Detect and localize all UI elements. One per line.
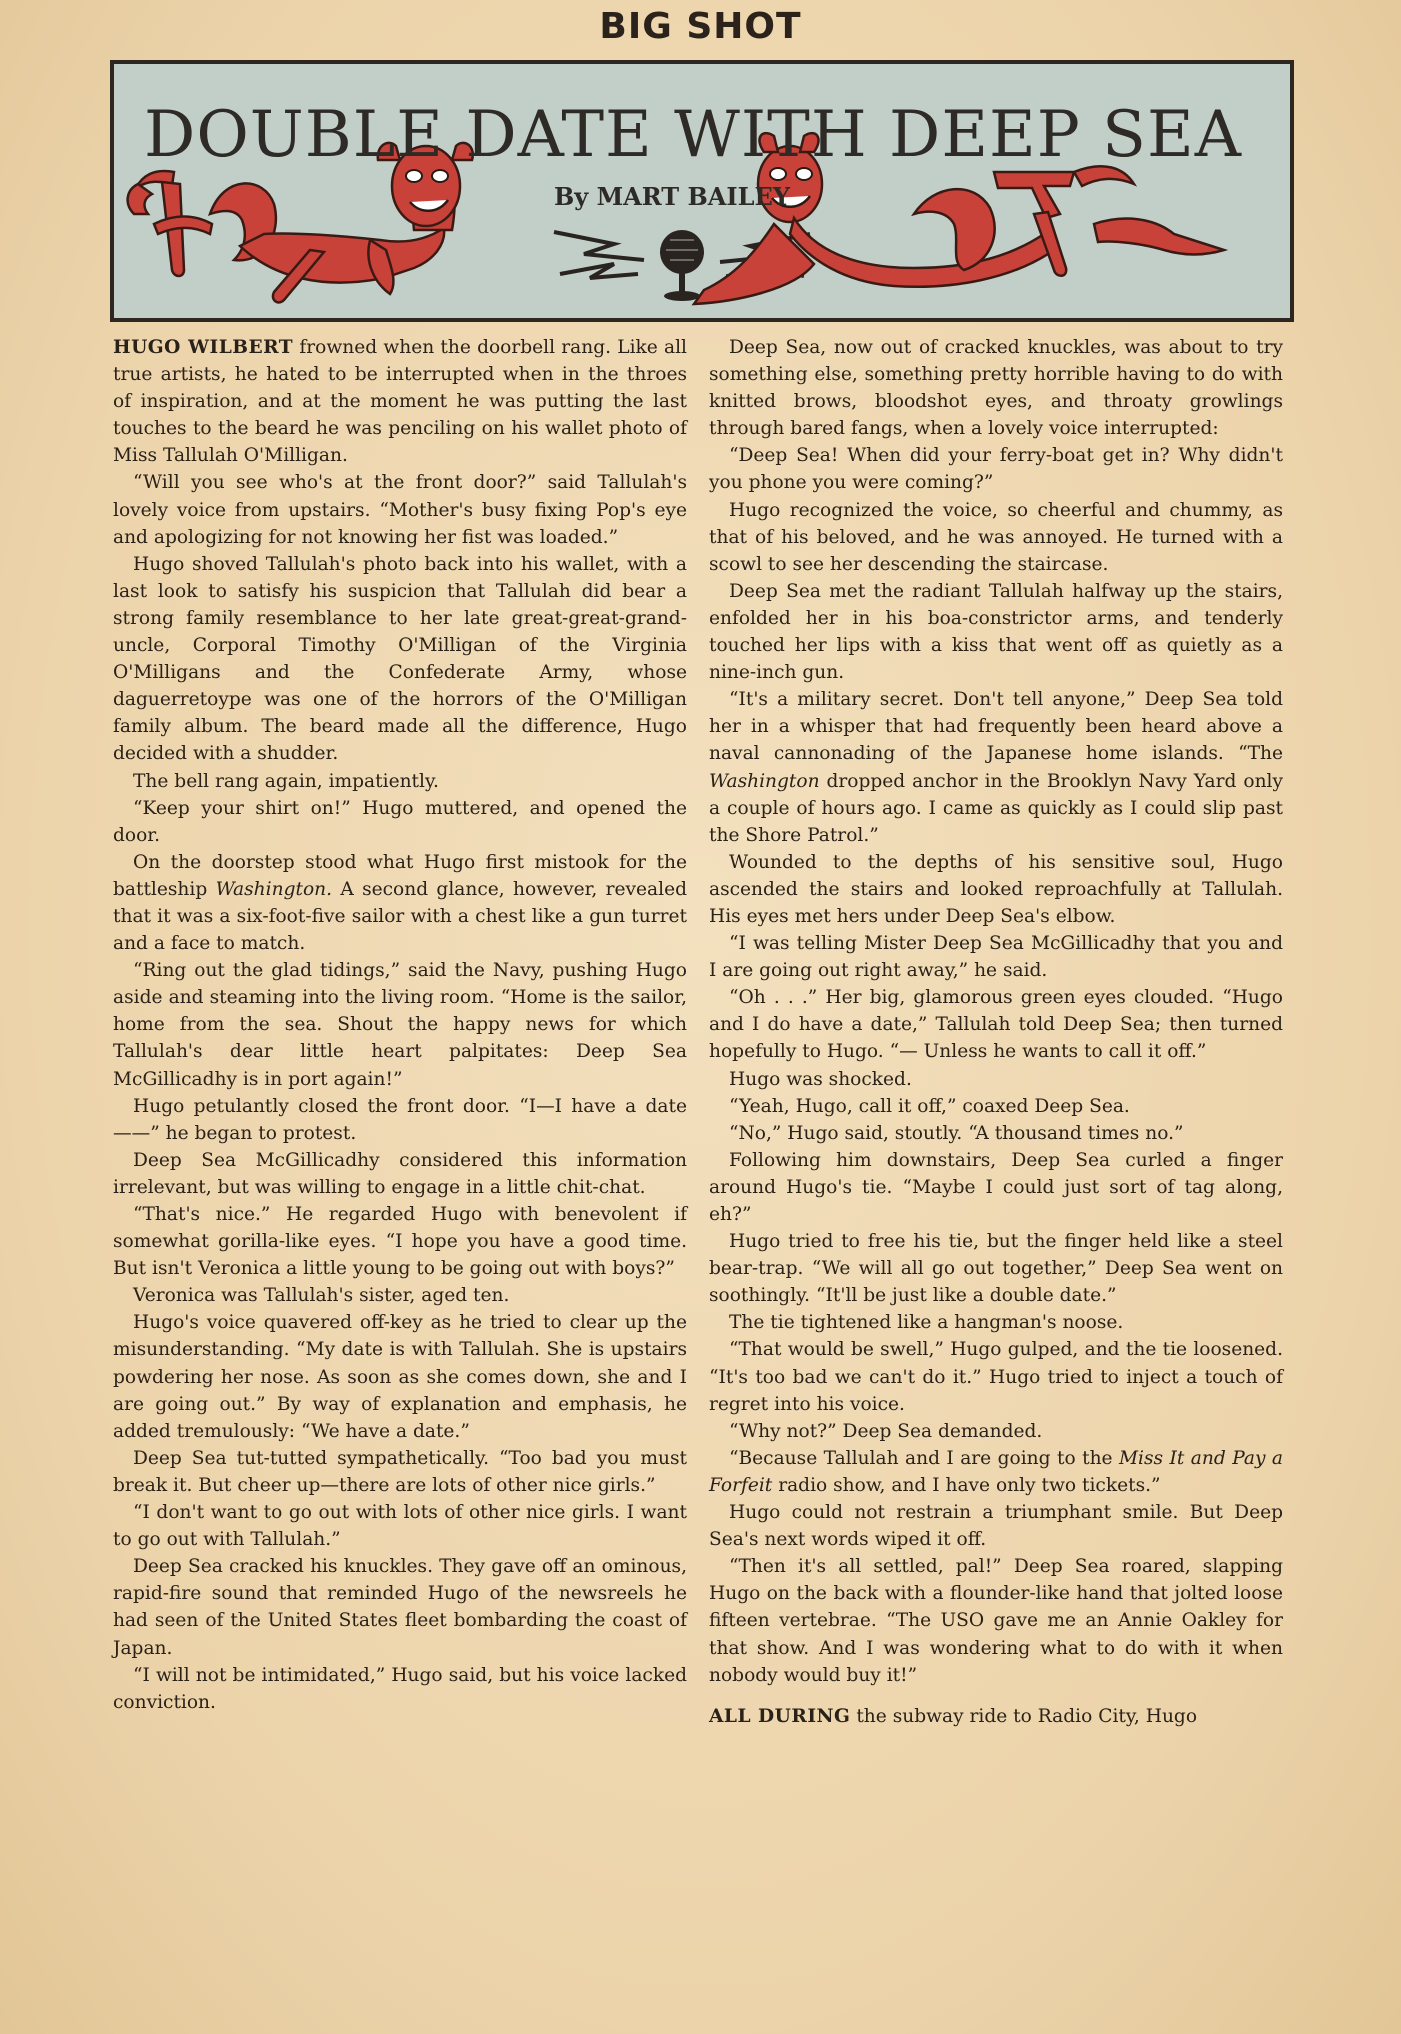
paragraph: “I will not be intimidated,” Hugo said, but his voice lacked conviction. <box>113 1664 687 1713</box>
right-column <box>709 334 1283 1730</box>
paragraph: “Ring out the glad tidings,” said the Navy, pushing Hugo aside and steaming into the living room. “Home is the sailor, home from the sea. Shout the happy news for which Tallulah's dear little heart palpitates: Deep Sea McGillicadhy is in port again!” <box>113 960 687 1090</box>
paragraph: Veronica was Tallulah's sister, aged ten. <box>133 1285 510 1307</box>
paragraph: “I was telling Mister Deep Sea McGillicadhy that you and I are going out right away,” he said. <box>709 933 1283 982</box>
paragraph: Deep Sea cracked his knuckles. They gave off an ominous, rapid-fire sound that reminded Hugo of the newsreels he had seen of the United States fleet bombarding the coast of Japan. <box>113 1556 687 1659</box>
paragraph: Hugo shoved Tallulah's photo back into his wallet, with a last look to satisfy his suspicion that Tallulah did bear a strong family resemblance to her late great-great-grand-uncle, Corporal Timothy O'Milligan of the Virginia O'Milligans and the Confederate Army, whose daguerretoype was one of the horrors of the O'Milligan family album. The beard made all the difference, Hugo decided with a shudder. <box>113 553 687 765</box>
paragraph: “Will you see who's at the front door?” said Tallulah's lovely voice from upstairs. “Mother's busy fixing Pop's eye and apologizing for not knowing her fist was loaded.” <box>113 472 687 548</box>
paragraph-text: frowned when the doorbell rang. Like all true artists, he hated to be interrupted when in the throes of inspiration, and at the moment he was putting the last touches to the beard he was penciling on his wallet photo of Miss Tallulah O'Milligan. <box>113 337 687 467</box>
paragraph: “I don't want to go out with lots of other nice girls. I want to go out with Tallulah.” <box>113 1502 687 1551</box>
paragraph: “Why not?” Deep Sea demanded. <box>729 1420 1043 1442</box>
paragraph-text: On the doorstep stood what Hugo first mistook for the battleship <box>113 851 687 900</box>
story-title: DOUBLE DATE WITH DEEP SEA <box>144 98 1242 172</box>
paragraph: Hugo's voice quavered off-key as he tried to clear up the misunderstanding. “My date is with Tallulah. She is upstairs powdering her nose. As soon as she comes down, she and I are going out.” By way of explanation and emphasis, he added tremulously: “We have a date.” <box>113 1312 687 1442</box>
paragraph: Hugo was shocked. <box>729 1068 912 1090</box>
masthead: BIG SHOT <box>599 6 802 47</box>
paragraph-text: “It's a military secret. Don't tell anyone,” Deep Sea told her in a whisper that had frequently been heard above a naval cannonading of the Japanese home islands. “The <box>709 689 1283 765</box>
paragraph <box>709 1703 1283 1730</box>
paragraph: “Yeah, Hugo, call it off,” coaxed Deep Sea. <box>729 1095 1130 1117</box>
paragraph <box>113 849 687 957</box>
italic-text: Miss It and Pay a Forfeit <box>709 1447 1283 1496</box>
italic-text: Washington <box>709 770 820 792</box>
paragraph-text: A second glance, however, revealed that it was a six-foot-five sailor with a chest like a gun turret and a face to match. <box>113 878 687 955</box>
paragraph-lead: ALL DURING <box>709 1705 851 1727</box>
paragraph: Deep Sea met the radiant Tallulah halfway up the stairs, enfolded her in his boa-constrictor arms, and tenderly touched her lips with a kiss that went off as quietly as a nine-inch gun. <box>709 580 1283 684</box>
story-body <box>113 334 1293 1894</box>
paragraph: “That would be swell,” Hugo gulped, and the tie loosened. “It's too bad we can't do it.” Hugo tried to inject a touch of regret into his voice. <box>709 1339 1283 1415</box>
paragraph: Hugo petulantly closed the front door. “I—I have a date——” he began to protest. <box>113 1095 687 1144</box>
paragraph: Deep Sea tut-tutted sympathetically. “Too bad you must break it. But cheer up—there are lots of other nice girls.” <box>113 1447 687 1496</box>
title-panel <box>110 60 1294 322</box>
paragraph: “Deep Sea! When did your ferry-boat get in? Why didn't you phone you were coming?” <box>709 445 1283 494</box>
paragraph: Hugo tried to free his tie, but the finger held like a steel bear-trap. “We will all go out together,” Deep Sea went on soothingly. “It'll be just like a double date.” <box>709 1231 1283 1307</box>
paragraph: “Keep your shirt on!” Hugo muttered, and opened the door. <box>113 797 687 846</box>
paragraph <box>709 686 1283 849</box>
paragraph-text: radio show, and I have only two tickets.” <box>772 1474 1161 1496</box>
byline: By MART BAILEY <box>554 182 790 211</box>
paragraph-text: dropped anchor in the Brooklyn Navy Yard only a couple of hours ago. I came as quickly as I could slip past the Shore Patrol.” <box>709 770 1283 846</box>
paragraph: “That's nice.” He regarded Hugo with benevolent if somewhat gorilla-like eyes. “I hope you have a good time. But isn't Veronica a little young to be going out with boys?” <box>113 1204 687 1280</box>
paragraph: Deep Sea McGillicadhy considered this information irrelevant, but was willing to engage in a little chit-chat. <box>113 1149 687 1198</box>
paragraph: Hugo recognized the voice, so cheerful and chummy, as that of his beloved, and he was annoyed. He turned with a scowl to see her descending the staircase. <box>709 499 1283 575</box>
paragraph-text: the subway ride to Radio City, Hugo <box>850 1705 1198 1727</box>
left-column <box>113 334 687 1716</box>
paragraph-lead: HUGO WILBERT <box>113 337 294 358</box>
italic-text: Washington. <box>215 878 333 900</box>
paragraph: “No,” Hugo said, stoutly. “A thousand times no.” <box>729 1122 1184 1144</box>
paragraph-text: “Because Tallulah and I are going to the <box>729 1447 1120 1469</box>
paragraph: The bell rang again, impatiently. <box>133 770 439 792</box>
paragraph <box>113 334 687 469</box>
paragraph: Following him downstairs, Deep Sea curled a finger around Hugo's tie. “Maybe I could just sort of tag along, eh?” <box>709 1149 1283 1225</box>
paragraph: “Oh . . .” Her big, glamorous green eyes clouded. “Hugo and I do have a date,” Tallulah told Deep Sea; then turned hopefully to Hugo. “— Unless he wants to call it off.” <box>709 987 1283 1063</box>
paragraph <box>709 1445 1283 1499</box>
paragraph: “Then it's all settled, pal!” Deep Sea roared, slapping Hugo on the back with a flounder-like hand that jolted loose fifteen vertebrae. “The USO gave me an Annie Oakley for that show. And I was wondering what to do with it when nobody would buy it!” <box>709 1556 1283 1686</box>
paragraph: Hugo could not restrain a triumphant smile. But Deep Sea's next words wiped it off. <box>709 1502 1283 1551</box>
paragraph: Deep Sea, now out of cracked knuckles, was about to try something else, something pretty horrible having to do with knitted brows, bloodshot eyes, and throaty growlings through bared fangs, when a lovely voice interrupted: <box>709 337 1283 440</box>
paragraph: Wounded to the depths of his sensitive soul, Hugo ascended the stairs and looked reproachfully at Tallulah. His eyes met hers under Deep Sea's elbow. <box>709 851 1283 927</box>
paragraph: The tie tightened like a hangman's noose. <box>729 1312 1124 1334</box>
